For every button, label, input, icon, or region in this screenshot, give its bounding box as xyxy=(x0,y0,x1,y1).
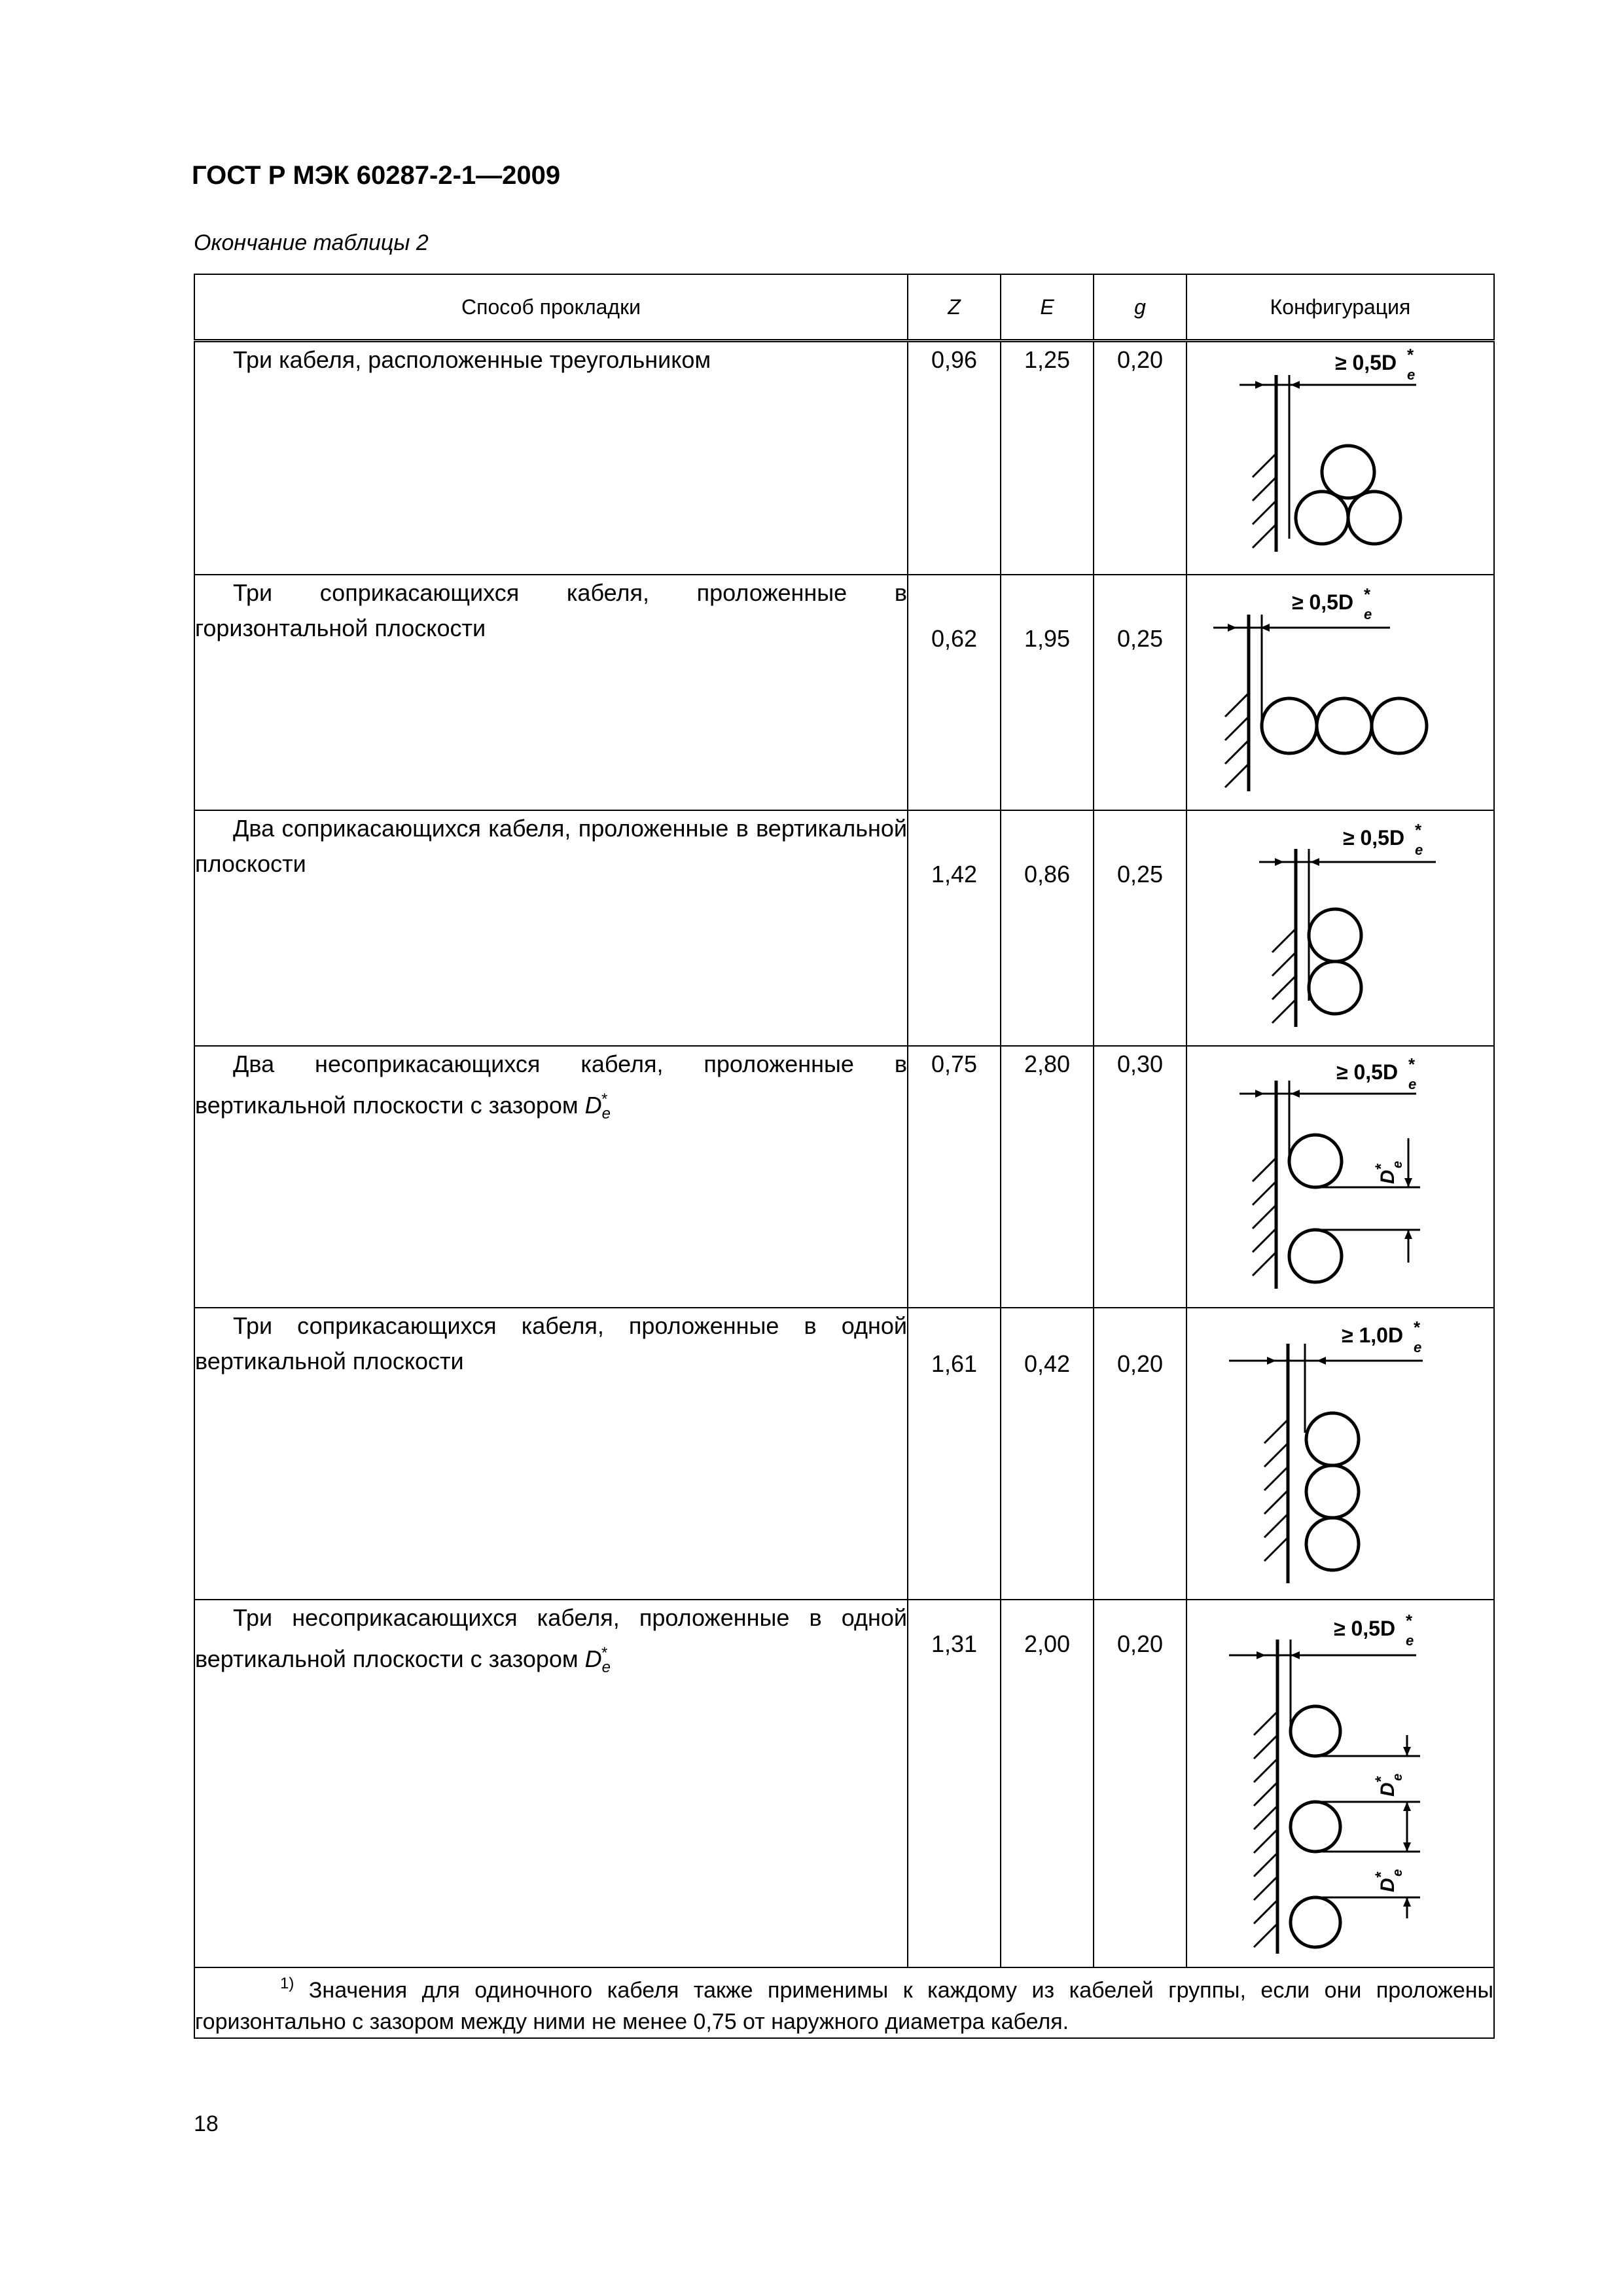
z-value: 1,31 xyxy=(908,1600,1001,1967)
clearance-text: ≥ 1,0D xyxy=(1342,1323,1404,1347)
table-row xyxy=(194,575,1494,810)
clearance-text: ≥ 0,5D xyxy=(1292,590,1354,614)
gap-subscript: e xyxy=(601,1659,611,1676)
table-row xyxy=(194,1308,1494,1600)
clearance-subscript: e xyxy=(1414,1339,1422,1355)
table-row xyxy=(194,1046,1494,1308)
cable-circles xyxy=(1296,446,1400,544)
clearance-star: * xyxy=(1408,1054,1416,1074)
document-title: ГОСТ Р МЭК 60287-2-1—2009 xyxy=(192,161,561,190)
g-value: 0,25 xyxy=(1094,575,1186,810)
cable-configuration-table xyxy=(194,274,1495,2039)
method-text: Два соприкасающихся кабеля, проложенные в вертикальной плоскости xyxy=(195,815,907,877)
clearance-label xyxy=(1334,1611,1414,1649)
g-value: 0,30 xyxy=(1094,1046,1186,1308)
table-row xyxy=(194,810,1494,1046)
header-z: Z xyxy=(908,274,1001,341)
e-value: 1,95 xyxy=(1001,575,1094,810)
gap-dimension-label xyxy=(1372,1161,1405,1184)
svg-text:D: D xyxy=(1377,1782,1399,1797)
svg-text:*: * xyxy=(1372,1163,1390,1170)
clearance-label xyxy=(1336,1054,1416,1092)
e-value: 1,25 xyxy=(1001,341,1094,575)
svg-text:*: * xyxy=(1372,1871,1390,1878)
trefoil-config-diagram xyxy=(1187,342,1495,574)
gap-star: * xyxy=(601,1090,608,1108)
svg-text:D: D xyxy=(1377,1170,1399,1184)
clearance-star: * xyxy=(1415,820,1422,840)
clearance-text: ≥ 0,5D xyxy=(1336,1060,1399,1084)
table-row xyxy=(194,341,1494,575)
cable-circles xyxy=(1262,698,1427,753)
clearance-text: ≥ 0,5D xyxy=(1335,351,1397,374)
method-text: Два несоприкасающихся кабеля, проложенные в вертикальной плоскости с зазором xyxy=(195,1050,907,1119)
svg-text:*: * xyxy=(1372,1776,1390,1782)
g-value: 0,20 xyxy=(1094,1308,1186,1600)
configuration-cell xyxy=(1186,810,1494,1046)
clearance-text: ≥ 0,5D xyxy=(1343,826,1405,850)
gap-subscript: e xyxy=(601,1105,611,1122)
table-caption: Окончание таблицы 2 xyxy=(194,230,429,255)
configuration-cell xyxy=(1186,1046,1494,1308)
gap-star: * xyxy=(601,1644,608,1662)
header-method: Способ прокладки xyxy=(194,274,908,341)
gap-symbol: D xyxy=(584,1645,602,1672)
header-configuration: Конфигурация xyxy=(1186,274,1494,341)
clearance-star: * xyxy=(1364,584,1371,604)
clearance-subscript: e xyxy=(1406,1632,1414,1649)
method-cell xyxy=(194,1308,908,1600)
clearance-star: * xyxy=(1407,345,1414,365)
cable-circles xyxy=(1306,1413,1359,1570)
cable-circles xyxy=(1309,909,1361,1014)
footnote-marker: 1) xyxy=(280,1975,294,1992)
method-cell xyxy=(194,1600,908,1967)
method-cell xyxy=(194,1046,908,1308)
vertical-two-touching-config-diagram xyxy=(1187,811,1495,1045)
configuration-cell xyxy=(1186,1308,1494,1600)
configuration-cell xyxy=(1186,1600,1494,1967)
method-text: Три кабеля, расположенные треугольником xyxy=(233,346,711,373)
method-cell xyxy=(194,341,908,575)
method-text: Три несоприкасающихся кабеля, проложенные в одной вертикальной плоскости с зазором xyxy=(195,1604,907,1672)
z-value: 0,62 xyxy=(908,575,1001,810)
cable-circles xyxy=(1289,1135,1342,1282)
e-value: 0,86 xyxy=(1001,810,1094,1046)
vertical-three-touching-config-diagram xyxy=(1187,1308,1495,1599)
clearance-label xyxy=(1343,820,1423,858)
svg-text:e: e xyxy=(1391,1869,1405,1876)
method-cell xyxy=(194,810,908,1046)
gap-dimension-label xyxy=(1372,1869,1405,1892)
svg-text:D: D xyxy=(1377,1878,1399,1892)
svg-text:e: e xyxy=(1391,1773,1405,1781)
z-value: 0,75 xyxy=(908,1046,1001,1308)
z-value: 0,96 xyxy=(908,341,1001,575)
clearance-label xyxy=(1342,1318,1421,1355)
g-value: 0,20 xyxy=(1094,1600,1186,1967)
footnote-cell xyxy=(194,1967,1494,2038)
footnote-text: Значения для одиночного кабеля также применимы к каждому из кабелей группы, если они проложены горизонтально с зазором между ними не менее 0,75 от наружного диаметра кабеля. xyxy=(195,1978,1493,2034)
clearance-label xyxy=(1292,584,1372,622)
clearance-star: * xyxy=(1406,1611,1413,1630)
clearance-star: * xyxy=(1414,1318,1421,1337)
clearance-subscript: e xyxy=(1364,606,1372,622)
clearance-subscript: e xyxy=(1407,367,1416,383)
configuration-cell xyxy=(1186,575,1494,810)
vertical-two-spaced-config-diagram xyxy=(1187,1047,1495,1307)
clearance-subscript: e xyxy=(1408,1076,1417,1092)
gap-dimension-label xyxy=(1372,1774,1405,1797)
table-row xyxy=(194,1600,1494,1967)
cable-circles xyxy=(1291,1706,1340,1947)
z-value: 1,61 xyxy=(908,1308,1001,1600)
g-value: 0,20 xyxy=(1094,341,1186,575)
method-text: Три соприкасающихся кабеля, проложенные в одной вертикальной плоскости xyxy=(195,1312,907,1374)
header-e: E xyxy=(1001,274,1094,341)
page-number: 18 xyxy=(194,2111,219,2136)
method-cell xyxy=(194,575,908,810)
clearance-subscript: e xyxy=(1415,842,1423,858)
e-value: 0,42 xyxy=(1001,1308,1094,1600)
clearance-text: ≥ 0,5D xyxy=(1334,1617,1396,1640)
table-header-row xyxy=(194,274,1494,341)
vertical-three-spaced-config-diagram xyxy=(1187,1600,1495,1967)
e-value: 2,00 xyxy=(1001,1600,1094,1967)
method-text: Три соприкасающихся кабеля, проложенные в горизонтальной плоскости xyxy=(195,579,907,641)
clearance-label xyxy=(1335,345,1415,383)
configuration-cell xyxy=(1186,341,1494,575)
header-g: g xyxy=(1094,274,1186,341)
horizontal-touching-config-diagram xyxy=(1187,575,1495,810)
gap-symbol: D xyxy=(584,1092,602,1119)
z-value: 1,42 xyxy=(908,810,1001,1046)
svg-text:e: e xyxy=(1391,1160,1405,1168)
footnote-row xyxy=(194,1967,1494,2038)
g-value: 0,25 xyxy=(1094,810,1186,1046)
e-value: 2,80 xyxy=(1001,1046,1094,1308)
